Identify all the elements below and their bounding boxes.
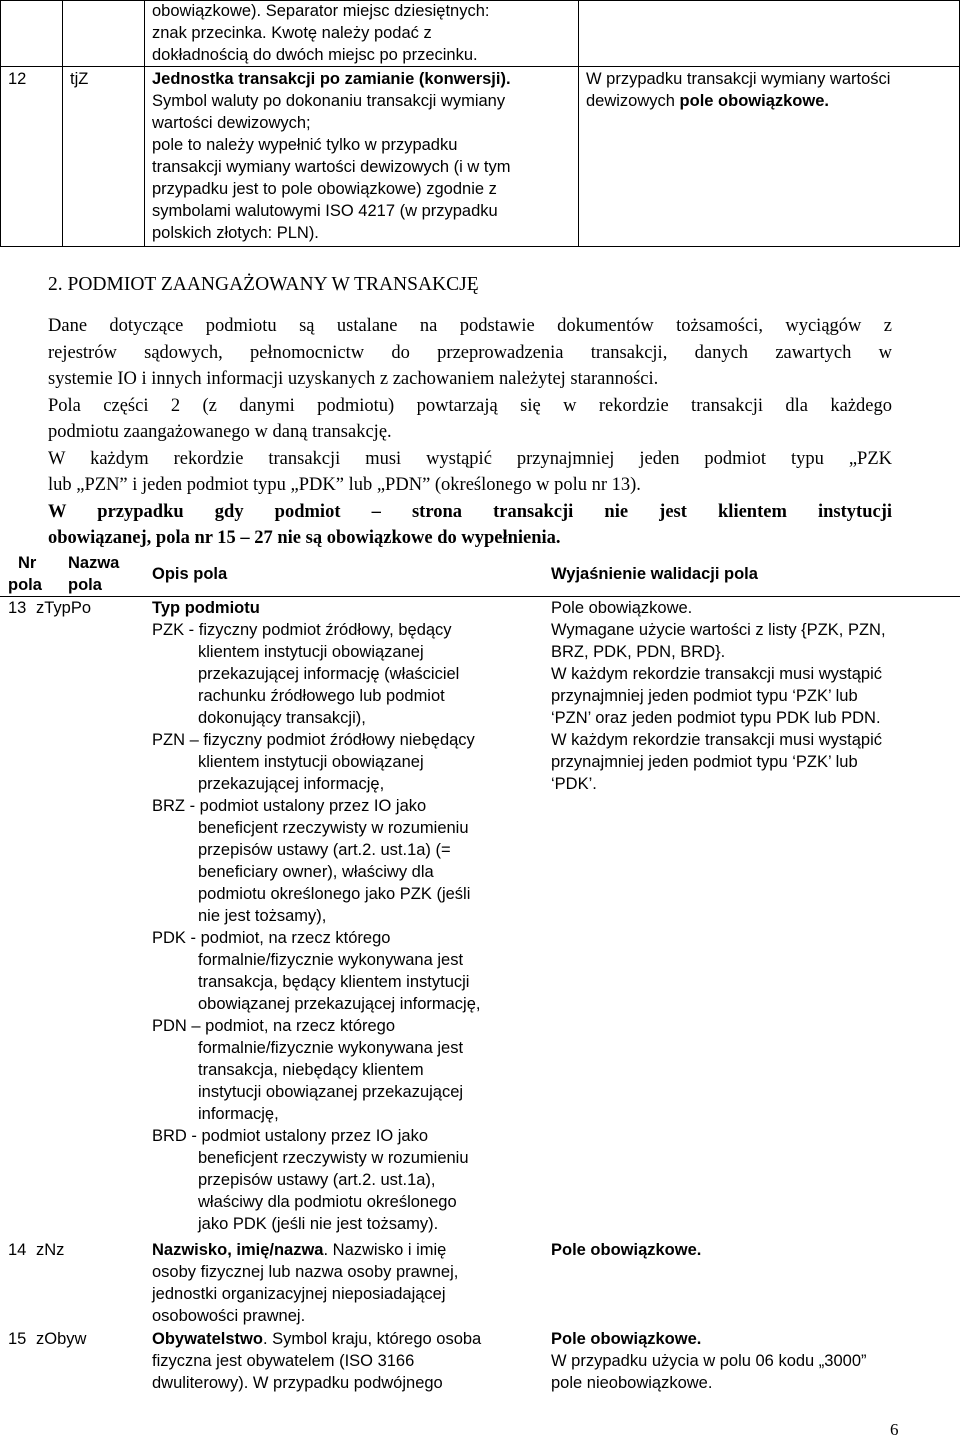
page-number: 6: [890, 1420, 899, 1439]
field-name: zNz: [36, 1241, 65, 1259]
field-description: Nazwisko, imię/nazwa. Nazwisko i imię osoby fizycznej lub nazwa osoby prawnej, jednostki organizacyjnej nieposiadającej osobowości prawnej.: [152, 1241, 459, 1325]
paragraph-line: obowiązanej, pola nr 15 – 27 nie są obowiązkowe do wypełnienia.: [48, 528, 561, 548]
paragraph-line: Pola części 2 (z danymi podmiotu) powtarzają się w rekordzie transakcji dla każdego: [48, 395, 892, 416]
header-nr: Nr pola: [8, 554, 42, 594]
field-description: Jednostka transakcji po zamianie (konwersji). Symbol waluty po dokonaniu transakcji wymiany wartości dewizowych; pole to należy wypełnić tylko w przypadku transakcji wymiany wartości dewizowych (i w tym przypadku jest to pole obowiązkowe) zgodnie z symbolami walutowymi ISO 4217 (w przypadku polskich złotych: PLN).: [152, 70, 511, 242]
col-border: [578, 0, 579, 247]
field-description: Obywatelstwo. Symbol kraju, którego osoba fizyczna jest obywatelem (ISO 3166 dwuliterowy). W przypadku podwójnego: [152, 1330, 482, 1392]
continued-description: obowiązkowe). Separator miejsc dziesiętnych: znak przecinka. Kwotę należy podać z dokładnością do dwóch miejsc po przecinku.: [152, 2, 490, 64]
paragraph-line: W przypadku gdy podmiot – strona transakcji nie jest klientem instytucji: [48, 501, 892, 522]
field-number: 12: [8, 70, 27, 88]
section-heading: 2. PODMIOT ZAANGAŻOWANY W TRANSAKCJĘ: [48, 274, 479, 295]
field-name: zTypPo: [36, 599, 92, 617]
paragraph-line: rejestrów sądowych, pełnomocnictw do przeprowadzenia transakcji, danych zawartych w: [48, 342, 892, 363]
paragraph-line: W każdym rekordzie transakcji musi wystąpić przynajmniej jeden podmiot typu „PZK: [48, 448, 892, 469]
field-description: Typ podmiotu PZK - fizyczny podmiot źródłowy, będący klientem instytucji obowiązanej przekazującej informację (właściciel rachunku źródłowego lub podmiot dokonujący transakcji), PZN – fizyczny podmiot źródłowy niebędący klientem instytucji obowiązanej przekazującej informację, BRZ - podmiot ustalony przez IO jako beneficjent rzeczywisty w rozumieniu przepisów ustawy (art.2. ust.1a) (= beneficiary owner), właściwy dla podmiotu określonego jako PZK (jeśli nie jest tożsamy), PDK - podmiot, na rzecz którego formalnie/fizycznie wykonywana jest transakcja, będący klientem instytucji obowiązanej przekazującej informację, PDN – podmiot, na rzecz którego formalnie/fizycznie wykonywana jest transakcja, niebędący klientem instytucji obowiązanej przekazującej informację, BRD - podmiot ustalony przez IO jako beneficjent rzeczywisty w rozumieniu przepisów ustawy (art.2. ust.1a), właściwy dla podmiotu określonego jako PDK (jeśli nie jest tożsamy).: [152, 599, 481, 1233]
section-body: [48, 313, 892, 552]
field-number: 14: [8, 1241, 27, 1259]
paragraph-line: podmiotu zaangażowanego w daną transakcję.: [48, 422, 392, 442]
field-validation: Pole obowiązkowe.: [551, 1241, 702, 1259]
col-border: [62, 0, 63, 247]
paragraph-line: Dane dotyczące podmiotu są ustalane na podstawie dokumentów tożsamości, wyciągów z: [48, 316, 892, 336]
field-validation: W przypadku transakcji wymiany wartości dewizowych pole obowiązkowe.: [586, 70, 891, 110]
field-validation: Pole obowiązkowe. W przypadku użycia w polu 06 kodu „3000” pole nieobowiązkowe.: [551, 1330, 867, 1392]
header-description: Opis pola: [152, 565, 228, 583]
header-name: Nazwa pola: [68, 554, 120, 594]
field-number: 15: [8, 1330, 27, 1348]
col-border: [0, 0, 1, 247]
paragraph-line: lub „PZN” i jeden podmiot typu „PDK” lub „PDN” (określonego w polu nr 13).: [48, 475, 641, 495]
field-validation: Pole obowiązkowe. Wymagane użycie wartości z listy {PZK, PZN, BRZ, PDK, PDN, BRD}. W każdym rekordzie transakcji musi wystąpić przynajmniej jeden podmiot typu ‘PZK’ lub ‘PZN’ oraz jeden podmiot typu PDK lub PDN. W każdym rekordzie transakcji musi wystąpić przynajmniej jeden podmiot typu ‘PZK’ lub ‘PDK’.: [551, 599, 886, 793]
field-name: zObyw: [36, 1330, 87, 1348]
header-validation: Wyjaśnienie walidacji pola: [551, 565, 758, 583]
col-border: [144, 0, 145, 247]
field-number: 13: [8, 599, 27, 617]
paragraph-line: systemie IO i innych informacji uzyskanych z zachowaniem należytej staranności.: [48, 369, 659, 389]
field-name: tjZ: [70, 70, 89, 88]
